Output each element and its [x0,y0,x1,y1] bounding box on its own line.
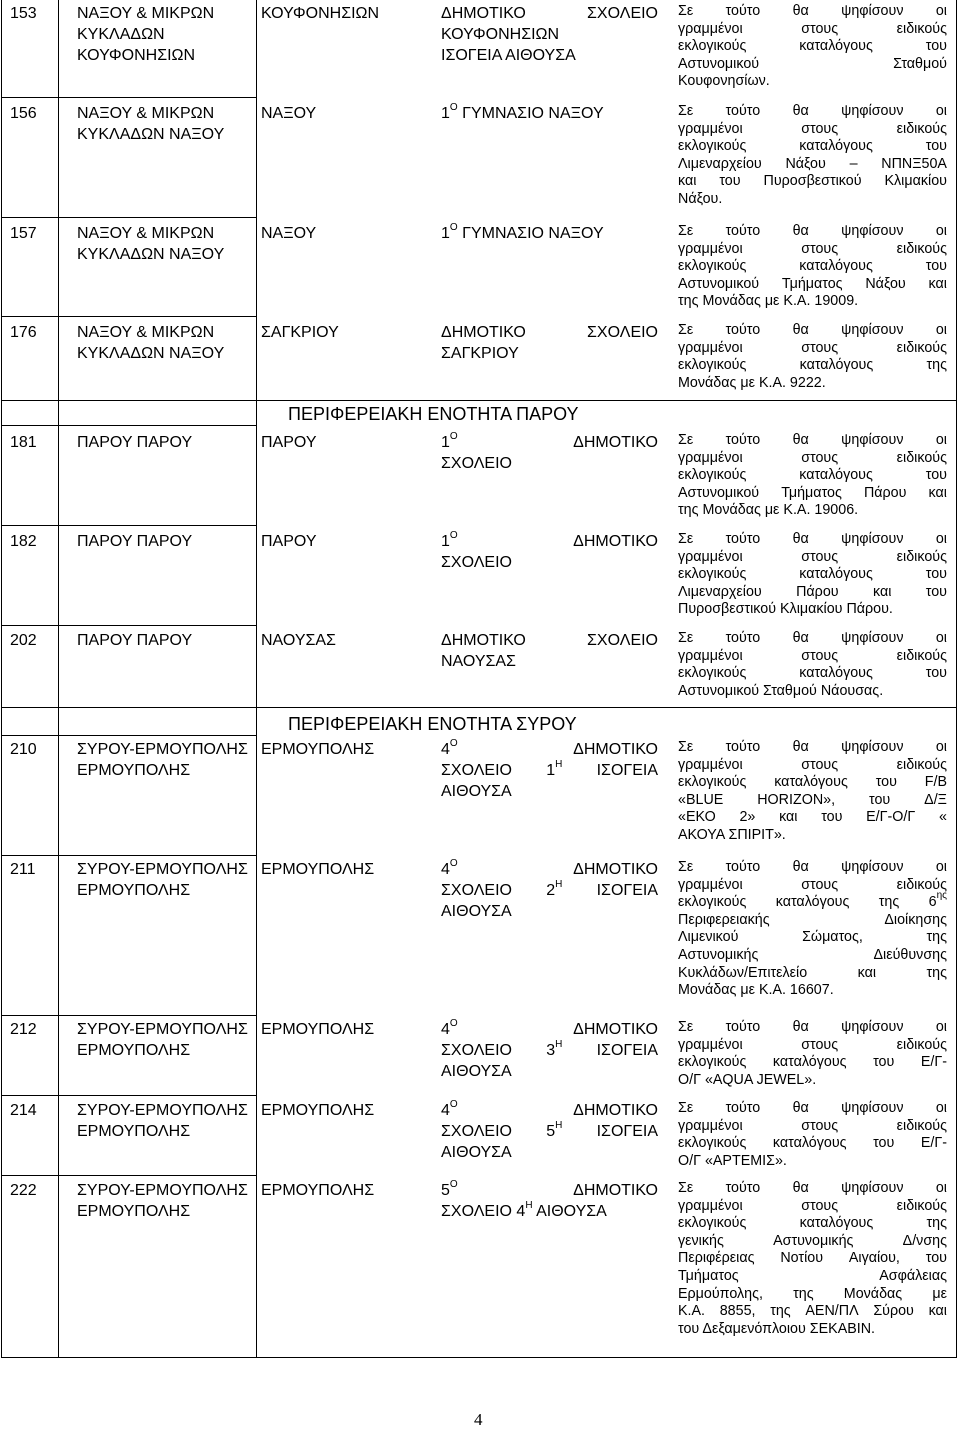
row-number: 222 [10,1182,37,1199]
voting-note-line: Ο/Γ «ΑΡΤΕΜΙΣ». [678,1152,787,1169]
voting-note [678,322,947,392]
prefecture-name: ΠΑΡΟΥ ΠΑΡΟΥ [77,632,193,649]
voting-note-line: γραμμένοι στους ειδικούς [678,1197,947,1214]
polling-location-line: ΣΧΟΛΕΙΟ $4^H$ ΑΙΘΟΥΣΑ [441,1199,607,1220]
polling-location [441,1019,658,1082]
voting-note-line: Σε τούτο θα ψηφίσουν οι [678,3,947,19]
voting-note-line: εκλογικούς καταλόγους του [678,566,947,583]
prefecture-name: ΠΑΡΟΥ ΠΑΡΟΥ [77,434,193,451]
row-divider [1,425,256,426]
municipality-name: ΝΑΞΟΥ [261,105,317,122]
voting-note-line: Σε τούτο θα ψηφίσουν οι [678,739,947,755]
row-divider [1,316,256,317]
prefecture-name: ΠΑΡΟΥ ΠΑΡΟΥ [77,533,193,550]
row-number: 182 [10,533,37,550]
municipality-name: ΠΑΡΟΥ [261,434,317,451]
voting-note-line: Τμήματος Ασφάλειας [678,1267,947,1284]
polling-location-line: ΣΧΟΛΕΙΟ $5^H$ ΙΣΟΓΕΙΑ [441,1119,658,1140]
voting-note-line: εκλογικούς καταλόγους του F/B [678,774,947,791]
voting-note-line: γραμμένοι στους ειδικούς [678,449,947,466]
polling-location-line: ΣΧΟΛΕΙΟ $3^H$ ΙΣΟΓΕΙΑ [441,1038,658,1059]
prefecture-name: ΣΥΡΟΥ-ΕΡΜΟΥΠΟΛΗΣ ΕΡΜΟΥΠΟΛΗΣ [77,861,248,899]
polling-location-line: ΑΙΘΟΥΣΑ [441,783,512,800]
voting-note-line: εκλογικούς καταλόγους του [678,665,947,682]
voting-note-line: «ΕΚΟ 2» και του Ε/Γ-Ο/Γ « [678,809,947,826]
voting-note-line: Περιφέρειας Νοτίου Αιγαίου, του [678,1250,947,1267]
municipality-name: ΕΡΜΟΥΠΟΛΗΣ [261,741,375,758]
polling-location-line: ΙΣΟΓΕΙΑ ΑΙΘΟΥΣΑ [441,47,576,64]
polling-location [441,630,658,672]
voting-note-line: Αστυνομικού Σταθμού [678,55,947,72]
voting-note-line: εκλογικούς καταλόγους της [678,357,947,374]
row-number: 176 [10,324,37,341]
row-number: 212 [10,1021,37,1038]
municipality-name: ΝΑΞΟΥ [261,225,317,242]
polling-location [441,103,671,124]
voting-note-line: εκλογικούς καταλόγους του [678,258,947,275]
voting-note-line: Μονάδας με Κ.Α. 9222. [678,374,826,391]
page-number: 4 [474,1410,483,1429]
column-divider [256,0,257,1358]
polling-location-line: ΣΧΟΛΕΙΟ [441,455,512,472]
voting-note [678,1180,947,1338]
polling-location-line: $5^O$ ΔΗΜΟΤΙΚΟ [441,1178,658,1199]
voting-note-line: εκλογικούς καταλόγους του [678,138,947,155]
voting-note [678,3,947,91]
polling-location-line: ΣΧΟΛΕΙΟ [441,554,512,571]
polling-location-line: ΔΗΜΟΤΙΚΟ ΣΧΟΛΕΙΟ [441,5,658,22]
voting-note-line: εκλογικούς καταλόγους του Ε/Γ- [678,1135,947,1152]
polling-location [441,531,658,573]
polling-location-line: ΑΙΘΟΥΣΑ [441,1144,512,1161]
voting-note-line: της Μονάδας με Κ.Α. 19006. [678,502,859,519]
polling-location-line: $1^O$ ΓΥΜΝΑΣΙΟ ΝΑΞΟΥ [441,221,604,242]
voting-note-line: εκλογικούς καταλόγους του [678,467,947,484]
voting-note-line: γραμμένοι στους ειδικούς [678,876,947,893]
voting-note-line: γραμμένοι στους ειδικούς [678,756,947,773]
voting-note-line: Σε τούτο θα ψηφίσουν οι [678,1019,947,1035]
polling-location-line: ΑΙΘΟΥΣΑ [441,1063,512,1080]
polling-location [441,322,658,364]
polling-location [441,1100,658,1163]
row-number: 202 [10,632,37,649]
section-divider [1,400,957,401]
polling-location-line: ΣΧΟΛΕΙΟ $1^H$ ΙΣΟΓΕΙΑ [441,758,658,779]
prefecture-name: ΣΥΡΟΥ-ΕΡΜΟΥΠΟΛΗΣ ΕΡΜΟΥΠΟΛΗΣ [77,741,248,779]
voting-note-line: Σε τούτο θα ψηφίσουν οι [678,859,947,875]
row-divider [1,1095,256,1096]
municipality-name: ΕΡΜΟΥΠΟΛΗΣ [261,861,375,878]
voting-note-line: γραμμένοι στους ειδικούς [678,20,947,37]
voting-note-line: γραμμένοι στους ειδικούς [678,120,947,137]
voting-note-line: Αστυνομικού Σταθμού Νάουσας. [678,682,884,699]
row-number: 210 [10,741,37,758]
section-divider [1,707,957,708]
municipality-name: ΕΡΜΟΥΠΟΛΗΣ [261,1102,375,1119]
prefecture-name: ΣΥΡΟΥ-ΕΡΜΟΥΠΟΛΗΣ ΕΡΜΟΥΠΟΛΗΣ [77,1182,248,1220]
polling-location-line: ΣΑΓΚΡΙΟΥ [441,345,519,362]
row-divider [1,1015,256,1016]
voting-note-line: «BLUE HORIZON», του Δ/Ξ [678,791,947,808]
polling-location-line: $4^O$ ΔΗΜΟΤΙΚΟ [441,1098,658,1119]
voting-note [678,630,947,700]
voting-note [678,223,947,311]
municipality-name: ΕΡΜΟΥΠΟΛΗΣ [261,1021,375,1038]
voting-note-line: γραμμένοι στους ειδικούς [678,339,947,356]
prefecture-name: ΣΥΡΟΥ-ΕΡΜΟΥΠΟΛΗΣ ΕΡΜΟΥΠΟΛΗΣ [77,1102,248,1140]
voting-note-line: εκλογικούς καταλόγους του Ε/Γ- [678,1054,947,1071]
polling-location-line: ΚΟΥΦΟΝΗΣΙΩΝ [441,26,560,43]
voting-note-line: Νάξου. [678,190,723,207]
polling-location-line: ΝΑΟΥΣΑΣ [441,653,516,670]
voting-note-line: Σε τούτο θα ψηφίσουν οι [678,432,947,448]
row-number: 157 [10,225,37,242]
voting-note-line: Λιμεναρχείου Πάρου και του [678,583,947,600]
row-number: 153 [10,5,37,22]
municipality-name: ΚΟΥΦΟΝΗΣΙΩΝ [261,5,380,22]
voting-note-line: Σε τούτο θα ψηφίσουν οι [678,223,947,239]
row-number: 156 [10,105,37,122]
polling-location-line: $4^O$ ΔΗΜΟΤΙΚΟ [441,857,658,878]
voting-note-line: Αστυνομικής Διεύθυνσης [678,946,947,963]
polling-location-line: $1^O$ ΔΗΜΟΤΙΚΟ [441,529,658,550]
voting-note-line: εκλογικούς καταλόγους της [678,1215,947,1232]
prefecture-name: ΝΑΞΟΥ & ΜΙΚΡΩΝ ΚΥΚΛΑΔΩΝ ΝΑΞΟΥ [77,105,225,143]
voting-note [678,531,947,619]
voting-note-line: εκλογικούς καταλόγους της $6^{\eta\varsigma}$ [678,890,947,911]
polling-location-line: $4^O$ ΔΗΜΟΤΙΚΟ [441,737,658,758]
row-divider [1,855,256,856]
voting-note-line: Σε τούτο θα ψηφίσουν οι [678,103,947,119]
voting-note-line: Σε τούτο θα ψηφίσουν οι [678,322,947,338]
voting-note-line: γραμμένοι στους ειδικούς [678,1117,947,1134]
row-divider [1,525,256,526]
polling-location [441,739,658,802]
prefecture-name: ΝΑΞΟΥ & ΜΙΚΡΩΝ ΚΥΚΛΑΔΩΝ ΝΑΞΟΥ [77,225,225,263]
row-divider [1,1175,256,1176]
voting-note-line: και του Πυροσβεστικού Κλιμακίου [678,173,947,190]
row-number: 214 [10,1102,37,1119]
voting-note [678,432,947,520]
voting-note-line: Πυροσβεστικού Κλιμακίου Πάρου. [678,601,893,618]
polling-location-line: $1^O$ ΔΗΜΟΤΙΚΟ [441,430,658,451]
voting-note-line: Αστυνομικού Τμήματος Νάξου και [678,275,947,292]
row-divider [1,735,256,736]
polling-location-line: ΣΧΟΛΕΙΟ $2^H$ ΙΣΟΓΕΙΑ [441,878,658,899]
voting-note [678,103,947,209]
voting-note-line: Αστυνομικού Τμήματος Πάρου και [678,484,947,501]
polling-location-line: ΔΗΜΟΤΙΚΟ ΣΧΟΛΕΙΟ [441,324,658,341]
voting-note-line: Σε τούτο θα ψηφίσουν οι [678,630,947,646]
polling-location [441,432,658,474]
prefecture-name: ΣΥΡΟΥ-ΕΡΜΟΥΠΟΛΗΣ ΕΡΜΟΥΠΟΛΗΣ [77,1021,248,1059]
polling-location-line: ΑΙΘΟΥΣΑ [441,903,512,920]
voting-note-line: Μονάδας με Κ.Α. 16607. [678,982,834,999]
voting-note-line: του Δεξαμενόπλοιου ΣΕΚΑΒΙΝ. [678,1320,876,1337]
voting-note-line: γενικής Αστυνομικής Δ/νσης [678,1232,947,1249]
row-divider [1,97,256,98]
voting-note-line: εκλογικούς καταλόγους του [678,38,947,55]
voting-note-line: ΑΚΟΥΑ ΣΠΙΡΙΤ». [678,826,786,843]
voting-note-line: Κυκλάδων/Επιτελείο και της [678,964,947,981]
voting-note-line: γραμμένοι στους ειδικούς [678,548,947,565]
voting-note [678,1100,947,1170]
voting-note-line: Ερμούπολης, της Μονάδας με [678,1285,947,1302]
polling-location [441,859,658,922]
voting-note-line: της Μονάδας με Κ.Α. 19009. [678,293,859,310]
polling-location-line: $1^O$ ΓΥΜΝΑΣΙΟ ΝΑΞΟΥ [441,101,604,122]
voting-note-line: γραμμένοι στους ειδικούς [678,647,947,664]
voting-note [678,739,947,845]
voting-note-line: Λιμενικού Σώματος, της [678,929,947,946]
polling-location [441,3,658,66]
voting-note [678,1019,947,1089]
voting-note-line: Κ.Α. 8855, της ΑΕΝ/ΠΛ Σύρου και [678,1303,947,1320]
voting-note-line: Σε τούτο θα ψηφίσουν οι [678,1180,947,1196]
municipality-name: ΠΑΡΟΥ [261,533,317,550]
section-heading-paros: ΠΕΡΙΦΕΡΕΙΑΚΗ ΕΝΟΤΗΤΑ ΠΑΡΟΥ [288,404,579,424]
voting-note-line: Περιφερειακής Διοίκησης [678,911,947,928]
row-number: 211 [10,861,36,878]
voting-note-line: Ο/Γ «AQUA JEWEL». [678,1071,817,1088]
municipality-name: ΝΑΟΥΣΑΣ [261,632,336,649]
polling-location-line: ΔΗΜΟΤΙΚΟ ΣΧΟΛΕΙΟ [441,632,658,649]
prefecture-name: ΝΑΞΟΥ & ΜΙΚΡΩΝ ΚΥΚΛΑΔΩΝ ΚΟΥΦΟΝΗΣΙΩΝ [77,5,215,64]
prefecture-name: ΝΑΞΟΥ & ΜΙΚΡΩΝ ΚΥΚΛΑΔΩΝ ΝΑΞΟΥ [77,324,225,362]
municipality-name: ΕΡΜΟΥΠΟΛΗΣ [261,1182,375,1199]
voting-note [678,859,947,1000]
voting-note-line: Σε τούτο θα ψηφίσουν οι [678,1100,947,1116]
voting-note-line: Σε τούτο θα ψηφίσουν οι [678,531,947,547]
polling-location [441,1180,658,1222]
column-divider [58,0,59,1358]
polling-location-line: $4^O$ ΔΗΜΟΤΙΚΟ [441,1017,658,1038]
polling-location [441,223,671,244]
row-number: 181 [10,434,37,451]
row-divider [1,217,256,218]
voting-note-line: γραμμένοι στους ειδικούς [678,1036,947,1053]
voting-note-line: γραμμένοι στους ειδικούς [678,240,947,257]
section-heading-syros: ΠΕΡΙΦΕΡΕΙΑΚΗ ΕΝΟΤΗΤΑ ΣΥΡΟΥ [288,714,577,734]
voting-note-line: Λιμεναρχείου Νάξου – ΝΠΝΞ50Α [678,155,947,172]
voting-note-line: Κουφονησίων. [678,73,770,90]
row-divider [1,625,256,626]
municipality-name: ΣΑΓΚΡΙΟΥ [261,324,339,341]
